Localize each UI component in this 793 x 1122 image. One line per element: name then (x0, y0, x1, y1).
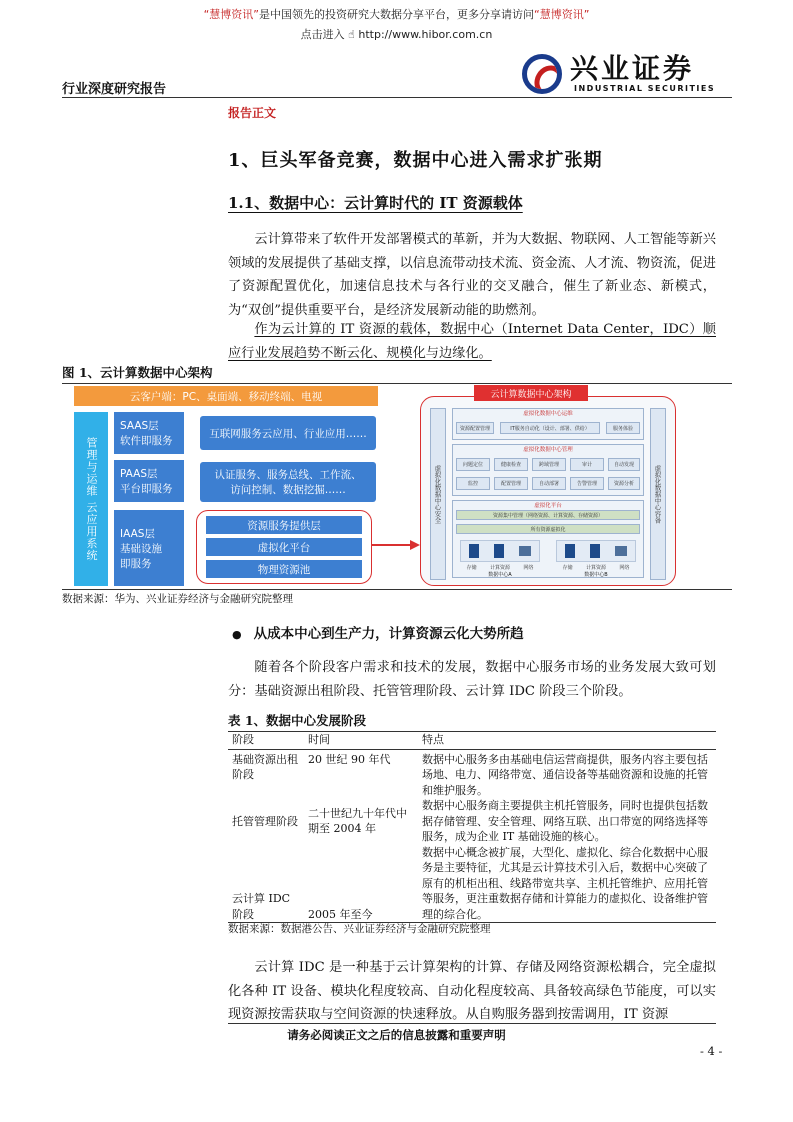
cell-stage: 云计算 IDC 阶段 (228, 845, 304, 923)
banner-brand-2: “慧博资讯” (534, 8, 590, 21)
paragraph-2: 作为云计算的 IT 资源的载体，数据中心（Internet Data Center，IDC）顺应行业发展趋势不断云化、规模化与边缘化。 (228, 322, 716, 361)
arch-mgmt-r1-4: 审计 (570, 458, 604, 471)
bullet-heading: ● 从成本中心到生产力，计算资源云化大势所趋 (232, 626, 524, 642)
iaas-item-2: 虚拟化平台 (206, 538, 362, 556)
arch-mgmt-r2-2: 配置管理 (494, 477, 528, 490)
header-divider (62, 97, 732, 98)
device-label: 网络 (619, 565, 630, 571)
cell-feature: 数据中心服务多由基础电信运营商提供，服务内容主要包括场地、电力、网络带宽、通信设备等基础资源和设施的托管和维护服务。 (422, 752, 708, 797)
dc-a-label: 数据中心A (488, 572, 512, 578)
figure-bottom-rule (62, 589, 732, 590)
layer-paas: PAAS层 平台即服务 (114, 460, 184, 502)
device-label: 存储 (466, 565, 477, 571)
dc-b-label: 数据中心B (584, 572, 608, 578)
device-label: 网络 (523, 565, 534, 571)
table-header-row (228, 731, 716, 749)
arch-mgmt-r1-5: 自动发现 (608, 458, 640, 471)
banner-brand: “慧博资讯” (203, 8, 259, 21)
arch-ops-item-3: 服务体验 (606, 422, 640, 434)
dc-b-labels (556, 564, 636, 571)
server-icon (590, 544, 600, 558)
banner-text: 是中国领先的投资研究大数据分享平台，更多分享请访问 (259, 8, 534, 21)
layer-iaas: IAAS层 基础设施 即服务 (114, 510, 184, 586)
arch-mgmt-r1-2: 健康检查 (494, 458, 528, 471)
arch-title: 云计算数据中心架构 (474, 385, 588, 401)
arch-mgmt-r1-1: 问题定位 (456, 458, 490, 471)
figure-title: 图 1、云计算数据中心架构 (62, 363, 732, 384)
arch-mgmt-r2-1: 监控 (456, 477, 490, 490)
server-icon (565, 544, 575, 558)
cell-feature: 数据中心概念被扩展，大型化、虚拟化、综合化数据中心服务是主要特征，尤其是云计算技术引入后，数据中心突破了原有的机柜出租、线路带宽共享、主机托管维护、应用托管等服务，更注重数据存储和计算能力的虚拟化、设备维护管理的综合化。 (418, 845, 716, 923)
side-mgmt-label: 管理与运维 云应用系统 (74, 412, 108, 586)
cell-time: 2005 年至今 (304, 845, 418, 923)
dc-a-devices (460, 540, 540, 562)
arch-platform-title: 虚拟化平台 (534, 503, 562, 509)
client-bar: 云客户端：PC、桌面端、移动终端、电视 (74, 386, 378, 406)
figure-source: 数据来源：华为、兴业证券经济与金融研究院整理 (62, 593, 293, 605)
promo-banner-line2[interactable] (0, 26, 793, 42)
server-icon (469, 544, 479, 558)
cell-stage: 托管管理阶段 (232, 814, 298, 828)
cell-stage: 基础资源出租阶段 (232, 752, 298, 781)
server-icon (494, 544, 504, 558)
footer-divider (228, 1023, 716, 1024)
company-logo (522, 54, 732, 96)
paragraph-3: 随着各个阶段客户需求和技术的发展，数据中心服务市场的业务发展大致可划分：基础资源出租阶段、托管管理阶段、云计算 IDC 阶段三个阶段。 (228, 660, 716, 699)
arch-virt: 所有资源虚拟化 (456, 524, 640, 534)
banner-enter-label: 点击进入 (300, 28, 345, 41)
arch-right-label: 虚拟化数据中心容备 (650, 408, 666, 580)
arch-mgmt-r2-3: 自动部署 (532, 477, 566, 490)
iaas-item-1: 资源服务提供层 (206, 516, 362, 534)
cursor-hand-icon: ☝ (348, 28, 355, 41)
cloud-dc-diagram (70, 382, 730, 588)
arch-mgmt-r2-4: 告警管理 (570, 477, 604, 490)
paragraph-4: 云计算 IDC 是一种基于云计算架构的计算、存储及网络资源松耦合，完全虚拟化各种 IT 设备、模块化程度较高、自动化程度较高、具备较高绿色节能度，可以实现资源按需获取与空间资源的快速释放。从自购服务器到按需调用，IT 资源 (228, 960, 716, 1022)
arrow-right-icon (372, 538, 420, 552)
dc-b-devices (556, 540, 636, 562)
iaas-item-3: 物理资源池 (206, 560, 362, 578)
report-type: 行业深度研究报告 (62, 82, 167, 97)
stages-table (228, 731, 716, 923)
device-label: 存储 (562, 565, 573, 571)
banner-link[interactable]: http://www.hibor.com.cn (358, 28, 493, 41)
logo-cn-text: 兴业证券 (570, 52, 695, 85)
col-header: 特点 (418, 731, 716, 749)
cell-time: 二十世纪九十年代中期至 2004 年 (308, 806, 407, 836)
layer-paas-content: 认证服务、服务总线、工作流、 访问控制、数据挖掘…… (200, 462, 376, 502)
col-header: 时间 (304, 731, 418, 749)
paragraph-1: 云计算带来了软件开发部署模式的革新，并为大数据、物联网、人工智能等新兴领域的发展提供了基础支撑，以信息流带动技术流、资金流、人才流、物资流，促进了资源配置优化，加速信息技术与各行业的交叉融合，催生了新业态、新模式，为“双创”提供重要平台，是经济发展新动能的助燃剂。 (228, 232, 716, 318)
cell-feature: 数据中心服务商主要提供主机托管服务，同时也提供包括数据存储管理、安全管理、网络互联、出口带宽的网络选择等服务，成为企业 IT 基础设施的核心。 (422, 799, 708, 843)
table-title: 表 1、数据中心发展阶段 (228, 711, 716, 732)
network-icon (519, 546, 531, 556)
promo-banner-line1 (0, 6, 793, 22)
bullet-icon: ● (232, 628, 242, 641)
dc-a-labels (460, 564, 540, 571)
layer-saas-content: 互联网服务云应用、行业应用…… (200, 416, 376, 450)
arch-ops-item-1: 资源配置管理 (456, 422, 494, 434)
arch-mgmt-r2-5: 资源分析 (608, 477, 640, 490)
table-source: 数据来源：数据港公告、兴业证券经济与金融研究院整理 (228, 923, 491, 935)
logo-en-text: INDUSTRIAL SECURITIES (574, 84, 716, 93)
device-label: 计算资源 (489, 565, 510, 571)
layer-saas: SAAS层 软件即服务 (114, 412, 184, 454)
table-row (228, 749, 716, 798)
footer-disclaimer: 请务必阅读正文之后的信息披露和重要声明 (287, 1028, 506, 1042)
network-icon (615, 546, 627, 556)
logo-mark-icon (522, 54, 562, 94)
heading-2: 1.1、数据中心：云计算时代的 IT 资源载体 (228, 194, 523, 212)
heading-1: 1、巨头军备竞赛，数据中心进入需求扩张期 (228, 150, 603, 171)
col-header: 阶段 (228, 731, 304, 749)
section-tag: 报告正文 (228, 106, 277, 120)
arch-mgmt-title: 虚拟化数据中心管理 (523, 447, 573, 453)
arch-pool: 资源集中管理（网络资源、计算资源、存储资源） (456, 510, 640, 520)
arch-ops-item-2: IT服务自动化（设计、部署、供给） (500, 422, 600, 434)
table-row (228, 798, 716, 845)
device-label: 计算资源 (585, 565, 606, 571)
arch-left-label: 虚拟化数据中心安全 (430, 408, 446, 580)
table-row (228, 845, 716, 923)
arch-ops-title: 虚拟化数据中心运维 (523, 411, 573, 417)
page-number: - 4 - (700, 1044, 723, 1058)
arch-mgmt-r1-3: 跨域管理 (532, 458, 566, 471)
cell-time: 20 世纪 90 年代 (308, 752, 391, 766)
